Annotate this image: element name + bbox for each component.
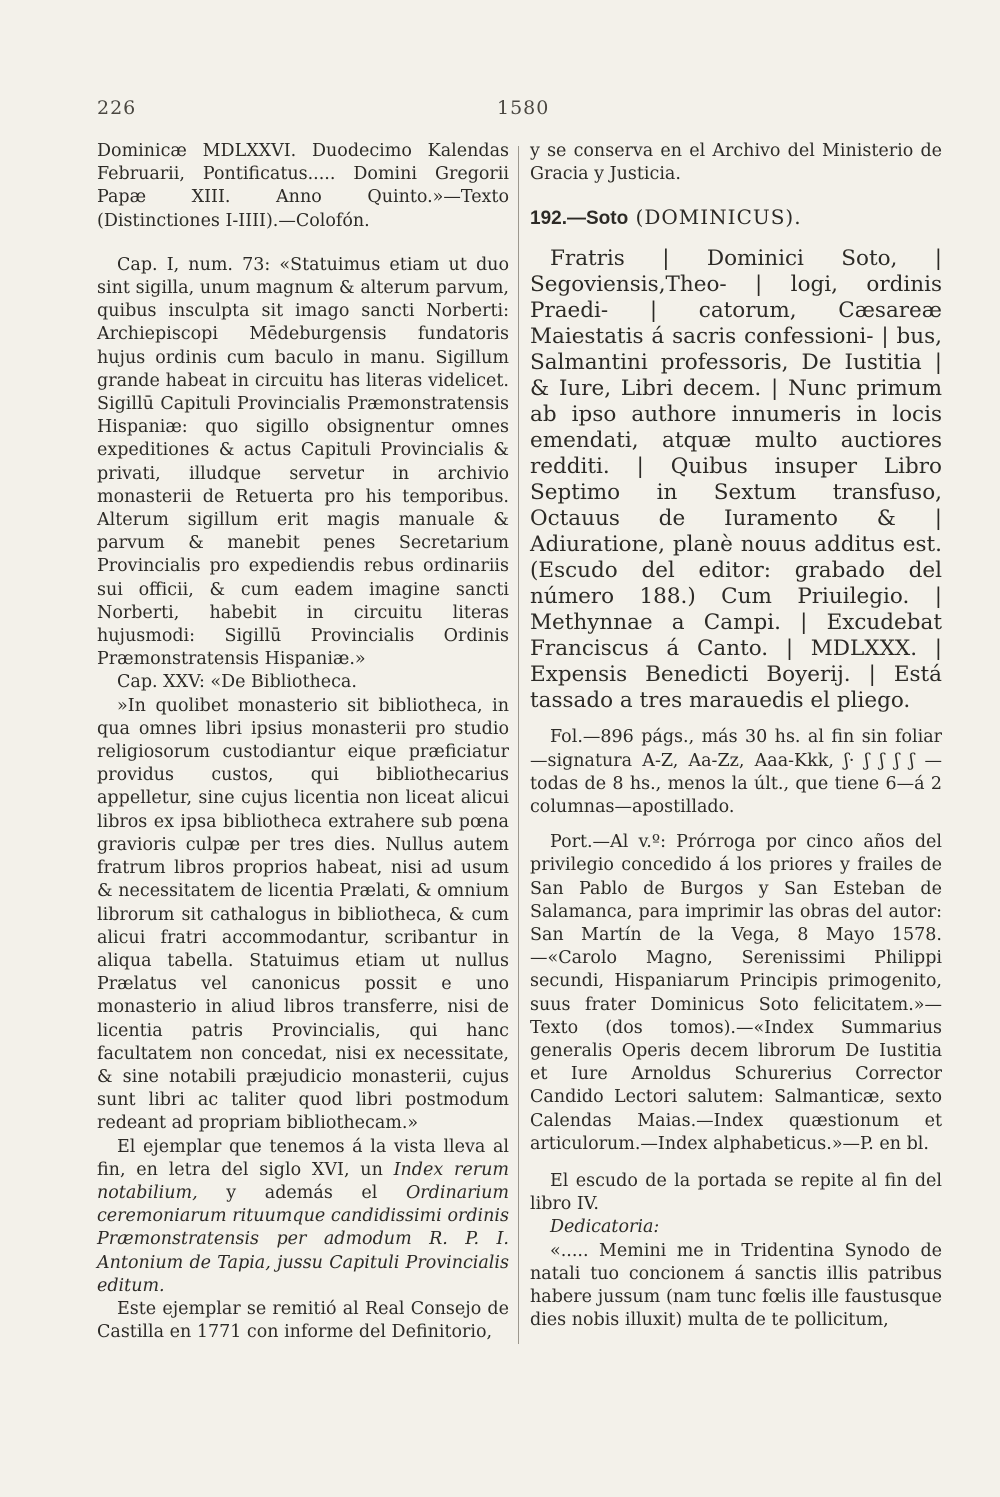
cap-25-heading: Cap. XXV: «De Bibliotheca.	[117, 672, 357, 693]
colophon-text: Dominicæ MDLXXVI. Duodecimo Kalendas Februarii, Pontificatus..... Domini Gregorii Papæ XIII. Anno Quinto.»—Texto (Distinctiones I-IIII).—Colofón.	[97, 141, 509, 231]
archivo-note: y se conserva en el Archivo del Ministerio de Gracia y Justicia.	[530, 141, 942, 185]
left-column	[97, 140, 509, 1344]
dedicatoria-quote: «..... Memini me in Tridentina Synodo de natali tuo concionem á sanctis illis patribus habere jussum (nam tunc fœlis ille faustusque dies nobis illuxit) multa de te pollicitum,	[530, 1240, 942, 1331]
title-page-transcription: Fratris | Dominici Soto, | Segoviensis,Theo- | logi, ordinis Praedi- | catorum, Cæsareæ Maiestatis á sacris confessioni- | bus, Salmantini professoris, De Iustitia | & Iure, Libri decem. | Nunc primum ab ipso authore innumeris in locis emendati, atquæ multo auctiores redditi. | Quibus insuper Libro Septimo in Sextum transfuso, Octauus de Iuramento & | Adiuratione, planè nouus additus est. (Escudo del editor: grabado del número 188.) Cum Priuilegio. | Methynnae a Campi. | Excudebat Franciscus á Canto. | MDLXXX. | Expensis Benedicti Boyerij. | Está tassado a tres marauedis el pliego.	[530, 246, 942, 714]
bibliotheca-text: »In quolibet monasterio sit bibliotheca, in qua omnes libri ipsius monasterii pro studio religiosorum custodiantur eique præficiatur providus custos, qui bibliothecarius appelletur, sine cujus licentia non liceat alicui libros ex ipsa bibliotheca extrahere sub pœna gravioris culpæ per tres dies. Nullus autem fratrum libros proprios habeat, nisi ad usum & necessitatem de licentia Prælati, & omnium librorum sit cathalogus in bibliotheca, & cum alicui fratri accommodantur, scribantur in aliqua tabella. Statuimus etiam ut nullus Prælatus vel canonicus possit e uno monasterio in aliud libros transferre, nisi de licentia patris Provincialis, qui hanc facultatem non concedat, nisi ex necessitate, & sine notabili præjudicio monasterii, cujus sunt libri ac taliter quod libri postmodum redeant ad propriam bibliothecam.»	[97, 695, 509, 1134]
index-title: Index rerum notabilium,	[97, 1159, 509, 1203]
right-column	[530, 140, 942, 1332]
remision-note: Este ejemplar se remitió al Real Consejo de Castilla en 1771 con informe del Definitorio,	[97, 1298, 509, 1343]
contents-note: Port.—Al v.º: Prórroga por cinco años del privilegio concedido á los priores y frailes de San Pablo de Burgos y San Esteban de Salamanca, para imprimir las obras del autor: San Martín de la Vega, 8 Mayo 1578.—«Carolo Magno, Serenissimi Philippi secundi, Hispaniarum Principis primogenito, suus frater Dominicus Soto felicitatem.»—Texto (dos tomos).—«Index Summarius generalis Operis decem librorum De Iustitia et Iure Arnoldus Schurerius Corrector Candido Lectori salutem: Salmanticæ, sexto Calendas Maias.—Index quæstionum et articulorum.—Index alphabeticus.»—P. en bl.	[530, 832, 942, 1154]
ordinarium-title: Ordinarium ceremoniarum rituumque candidissimi ordinis Præmonstratensis per admodum R. P. I. Antonium de Tapia, jussu Capituli Provincialis editum.	[97, 1182, 509, 1296]
cap-1-text: Cap. I, num. 73: «Statuimus etiam ut duo sint sigilla, unum magnum & alterum parvum, quibus insculpta sit imago sancti Norberti: Archiepiscopi Mēdeburgensis fundatoris hujus ordinis cum baculo in manu. Sigillum grande habeat in circuitu has literas videlicet. Sigillū Capituli Provincialis Præmonstratensis Hispaniæ: quo sigillo obsignentur omnes expeditiones & actus Capituli Provincialis & privati, illudque servetur in archivio monasterii de Retuerta pro his temporibus. Alterum sigillum erit magis manuale & parvum & manebit penes Secretarium Provincialis pro expediendis rebus ordinariis sui officii, & cum eadem imagine sancti Norberti, habebit in circuitu literas hujusmodi: Sigillū Provincialis Ordinis Præmonstratensis Hispaniæ.»	[97, 254, 509, 670]
collation-note: Fol.—896 págs., más 30 hs. al fin sin foliar—signatura A-Z, Aa-Zz, Aaa-Kkk, ʃ· ʃ ʃ ʃ ʃ —todas de 8 hs., menos la últ., que tiene 6—á 2 columnas—apostillado.	[530, 727, 942, 818]
escudo-note: El escudo de la portada se repite al fin del libro IV.	[530, 1171, 942, 1215]
ejemplar-note: El ejemplar que tenemos á la vista lleva al fin, en letra del siglo XVI, un Index rerum notabilium, y además el Ordinarium ceremoniarum rituumque candidissimi ordinis Præmonstratensis per admodum R. P. I. Antonium de Tapia, jussu Capituli Provincialis editum.	[97, 1136, 509, 1296]
entry-heading	[530, 204, 942, 232]
running-head-year: 1580	[497, 97, 550, 119]
entry-forename: (DOMINICUS).	[628, 205, 802, 230]
entry-number: 192.	[530, 208, 567, 230]
entry-author: —Soto	[566, 208, 629, 230]
column-divider	[518, 146, 519, 1344]
dedicatoria-label: Dedicatoria:	[550, 1217, 660, 1238]
page-number: 226	[97, 97, 137, 119]
